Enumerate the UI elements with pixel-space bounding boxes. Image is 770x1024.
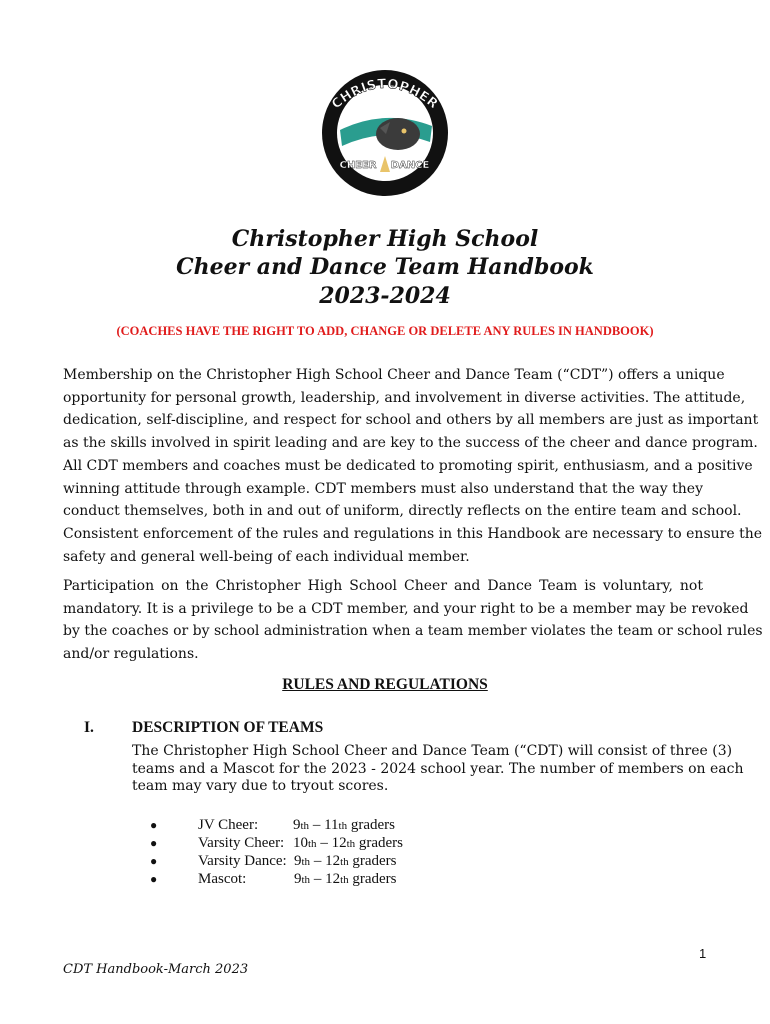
intro-line: All CDT members and coaches must be dedicated to promoting spirit, enthusiasm, and a positive xyxy=(63,457,753,474)
section-body-line: teams and a Mascot for the 2023 - 2024 school year. The number of members on each xyxy=(132,760,744,777)
section-body xyxy=(132,743,744,796)
grade-range: 9th – 12th graders xyxy=(294,853,397,869)
grade-range: 9th – 12th graders xyxy=(294,871,397,887)
intro-line: winning attitude through example. CDT members must also understand that the way they xyxy=(63,480,703,497)
grade-range: 9th – 11th graders xyxy=(293,817,395,833)
participation-line: by the coaches or by school administration when a team member violates the team or school rules xyxy=(63,623,763,640)
participation-line: Participation on the Christopher High School Cheer and Dance Team is voluntary, not xyxy=(63,578,703,594)
school-logo xyxy=(320,68,450,198)
section-title: DESCRIPTION OF TEAMS xyxy=(132,719,324,736)
intro-line: conduct themselves, both in and out of uniform, directly reflects on the entire team and school. xyxy=(63,503,742,520)
participation-line: mandatory. It is a privilege to be a CDT member, and your right to be a member may be revoked xyxy=(63,600,749,617)
intro-line: opportunity for personal growth, leadership, and involvement in diverse activities. The attitude, xyxy=(63,389,746,406)
page-number: 1 xyxy=(699,946,707,961)
intro-line: Membership on the Christopher High School Cheer and Dance Team (“CDT”) offers a unique xyxy=(63,367,725,383)
team-label: Mascot: xyxy=(198,871,247,887)
footer-text: CDT Handbook-March 2023 xyxy=(63,962,249,977)
participation-paragraph xyxy=(63,575,763,666)
intro-paragraph xyxy=(63,364,762,568)
participation-line: and/or regulations. xyxy=(63,646,199,663)
team-label: JV Cheer: xyxy=(198,817,259,833)
intro-line: safety and general well-being of each individual member. xyxy=(63,548,470,565)
grade-range: 10th – 12th graders xyxy=(293,835,404,851)
rules-heading: RULES AND REGULATIONS xyxy=(282,676,488,693)
intro-line: Consistent enforcement of the rules and regulations in this Handbook are necessary to ensure the xyxy=(63,525,762,542)
logo-right-text: DANCE xyxy=(390,160,430,171)
section-body-line: The Christopher High School Cheer and Dance Team (“CDT) will consist of three (3) xyxy=(132,743,733,759)
panther-head-icon xyxy=(376,118,420,150)
bullet-icon: ● xyxy=(150,818,158,832)
logo-left-text: CHEER xyxy=(339,160,377,171)
logo-top-text: CHRISTOPHER xyxy=(329,76,441,113)
intro-line: dedication, self-discipline, and respect for school and others by all members are just as important xyxy=(63,412,759,429)
bullet-icon: ● xyxy=(150,872,158,886)
bullet-icon: ● xyxy=(150,854,158,868)
title-handbook: Cheer and Dance Team Handbook xyxy=(176,254,594,280)
title-school: Christopher High School xyxy=(231,226,539,252)
team-label: Varsity Cheer: xyxy=(198,835,285,851)
bullet-icon: ● xyxy=(150,836,158,850)
intro-line: as the skills involved in spirit leading and are key to the success of the cheer and dance program. xyxy=(63,435,758,452)
section-body-line: team may vary due to tryout scores. xyxy=(132,778,389,795)
coach-notice: (COACHES HAVE THE RIGHT TO ADD, CHANGE OR DELETE ANY RULES IN HANDBOOK) xyxy=(116,324,654,338)
title-year: 2023-2024 xyxy=(319,283,451,309)
section-number: I. xyxy=(84,719,94,736)
team-label: Varsity Dance: xyxy=(198,853,287,869)
